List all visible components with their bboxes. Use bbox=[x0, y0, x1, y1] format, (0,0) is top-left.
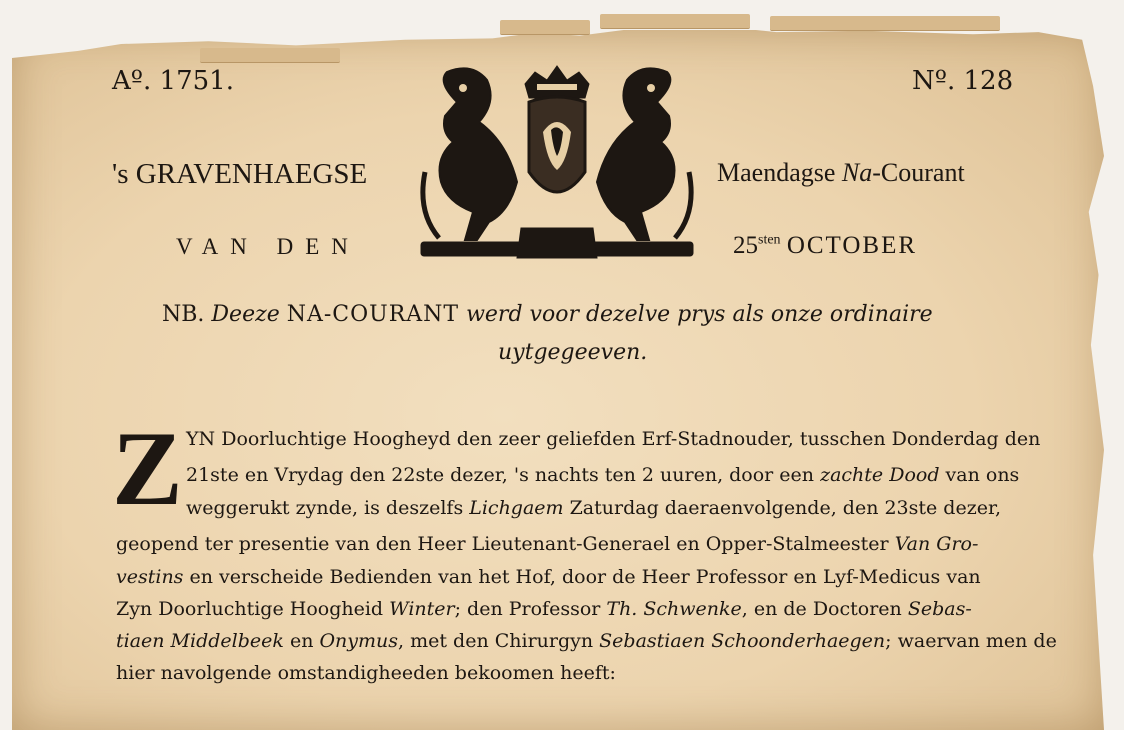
date-day: 25 bbox=[733, 232, 758, 259]
date-october bbox=[733, 232, 917, 260]
text-run: tiaen Middelbeek bbox=[116, 630, 284, 652]
text-run: , en de Doctoren bbox=[741, 598, 908, 620]
text-run: van ons bbox=[939, 464, 1020, 486]
text-run: ; den Professor bbox=[454, 598, 607, 620]
text-run: weggerukt zynde, is deszelfs bbox=[186, 497, 470, 519]
article-line-6 bbox=[116, 598, 972, 620]
text-run: Winter bbox=[389, 598, 455, 620]
text-run: Th. Schwenke bbox=[606, 598, 742, 620]
article-line-5 bbox=[116, 566, 981, 588]
text-run: Sebas- bbox=[907, 598, 972, 620]
issue-year: Aº. 1751. bbox=[112, 66, 234, 96]
notice-line-1 bbox=[162, 302, 933, 327]
masthead-word: -Courant bbox=[872, 158, 965, 187]
article-line-1: YN Doorluchtige Hoogheyd den zeer geliefden Erf-Stadnouder, tusschen Donderdag den bbox=[186, 428, 1041, 450]
coat-of-arms-emblem bbox=[417, 62, 697, 260]
notice-rest: werd voor dezelve prys als onze ordinaire bbox=[466, 302, 933, 327]
text-run: ; waervan men de bbox=[885, 630, 1057, 652]
text-run: zachte Dood bbox=[820, 464, 940, 486]
text-run: Lichgaem bbox=[469, 497, 564, 519]
date-suffix: sten bbox=[758, 232, 781, 248]
article-line-8: hier navolgende omstandigheeden bekoomen heeft: bbox=[116, 662, 616, 684]
masthead-word: Na bbox=[841, 158, 873, 187]
article-line-2 bbox=[186, 464, 1019, 486]
text-run: 21ste en Vrydag den 22ste dezer, 's nachts ten 2 uuren, door een bbox=[186, 464, 821, 486]
notice-line-2: uytgegeeven. bbox=[498, 340, 648, 365]
masthead-word: Maendagse bbox=[717, 158, 842, 187]
torn-edge bbox=[770, 16, 1000, 31]
issue-number: Nº. 128 bbox=[912, 66, 1014, 96]
text-run: Sebastiaen Schoonderhaegen bbox=[599, 630, 886, 652]
article-line-3 bbox=[186, 497, 1001, 519]
article-line-4 bbox=[116, 533, 978, 555]
drop-cap: Z bbox=[112, 410, 183, 527]
notice-nb: NB. bbox=[162, 302, 205, 327]
text-run: vestins bbox=[116, 566, 184, 588]
text-run: Van Gro- bbox=[894, 533, 979, 555]
notice-na-courant: NA-COURANT bbox=[286, 302, 460, 327]
torn-edge bbox=[500, 20, 590, 35]
text-run: en bbox=[283, 630, 320, 652]
text-run: geopend ter presentie van den Heer Lieutenant-Generael en Opper-Stalmeester bbox=[116, 533, 895, 555]
text-run: Zyn Doorluchtige Hoogheid bbox=[116, 598, 390, 620]
notice-deeze: Deeze bbox=[211, 302, 280, 327]
date-month: OCTOBER bbox=[786, 232, 918, 259]
masthead-title-right bbox=[717, 158, 965, 188]
text-run: en verscheide Bedienden van het Hof, door de Heer Professor en Lyf-Medicus van bbox=[183, 566, 981, 588]
text-run: Zaturdag daeraenvolgende, den 23ste dezer, bbox=[563, 497, 1002, 519]
text-run: Onymus bbox=[319, 630, 399, 652]
article-line-7 bbox=[116, 630, 1057, 652]
date-van-den: VAN DEN bbox=[176, 234, 360, 259]
torn-edge bbox=[200, 48, 340, 63]
text-run: , met den Chirurgyn bbox=[398, 630, 600, 652]
torn-edge bbox=[600, 14, 750, 29]
masthead-title-left: 's GRAVENHAEGSE bbox=[112, 158, 368, 190]
